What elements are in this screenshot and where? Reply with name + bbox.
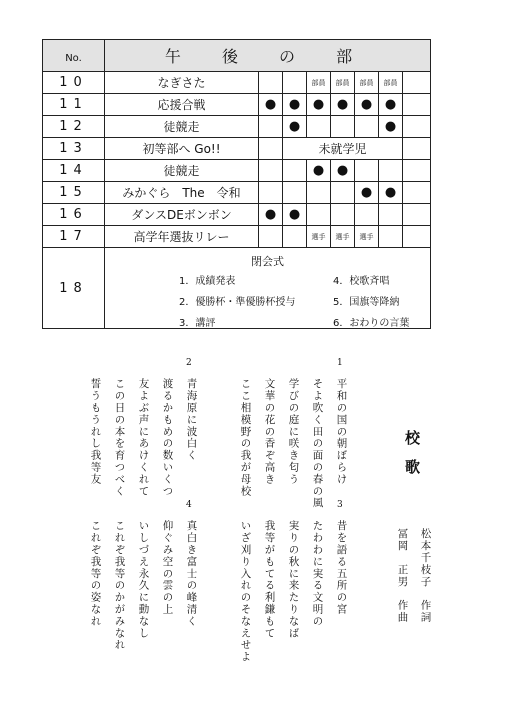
lyric-line: 昔を語る五所の宮 [335,520,348,616]
lyric-line: 青海原に波白く [185,378,198,462]
grade-cell [331,204,355,226]
program-row [43,182,431,204]
grade-cell [403,72,431,94]
participation-mark: ● [283,116,307,138]
participation-mark: ● [307,94,331,116]
grade-cell [331,182,355,204]
row-number: 10 [43,72,105,94]
program-row [43,116,431,138]
participant-note: 部員 [307,72,331,94]
program-row [43,138,431,160]
grade-cell [283,72,307,94]
school-song-title: 校歌 [403,430,421,488]
participation-mark: ● [283,94,307,116]
grade-cell [379,204,403,226]
program-row [43,94,431,116]
grade-cell [403,138,431,160]
lyric-line: 渡るかもめの数いくつ [161,378,174,497]
closing-cell [105,248,431,329]
verse-number: 1 [337,358,343,368]
participant-note: 部員 [379,72,403,94]
lyric-line: いしづえ永久に動なし [137,520,150,639]
closing-item: 4．校歌斉唱 [333,276,390,287]
verse-number: 4 [186,500,192,510]
participation-mark: ● [259,204,283,226]
composer-credit: 冨岡 正男 作曲 [396,528,409,624]
grade-cell [355,204,379,226]
row-number: 13 [43,138,105,160]
grade-cell [331,116,355,138]
participation-mark: ● [355,182,379,204]
header-title: 午 後 の 部 [105,40,431,72]
grade-cell [283,226,307,248]
program-row [43,72,431,94]
participation-mark: ● [283,204,307,226]
program-name: みかぐら The 令和 [105,182,259,204]
table-header [43,40,431,72]
lyric-line: 学びの庭に咲き匂う [287,378,300,486]
grade-cell [403,182,431,204]
grade-cell [403,116,431,138]
program-name: ダンスDEボンボン [105,204,259,226]
program-name: 徒競走 [105,160,259,182]
closing-item: 5．国旗等降納 [333,297,400,308]
closing-item: 6．おわりの言葉 [333,318,410,329]
grade-cell [259,72,283,94]
participant-note: 部員 [355,72,379,94]
grade-cell [403,94,431,116]
grade-cell [283,160,307,182]
lyric-line: この日の本を育つべく [113,378,126,497]
program-row [43,226,431,248]
grade-cell [403,226,431,248]
program-row [43,204,431,226]
grade-cell [307,116,331,138]
participant-note: 選手 [331,226,355,248]
grade-cell [379,160,403,182]
participation-mark: ● [259,94,283,116]
grade-cell [355,160,379,182]
header-no: No. [43,40,105,72]
participation-mark: ● [379,116,403,138]
lyric-line: これぞ我等のかがみなれ [113,520,126,651]
program-name: 高学年選抜リレー [105,226,259,248]
lyric-line: ここ相模野の我が母校 [239,378,252,497]
row-number: 11 [43,94,105,116]
verse-number: 3 [337,500,343,510]
grade-cell [307,204,331,226]
closing-item: 2．優勝杯・準優勝杯授与 [179,297,296,308]
grade-cell [259,226,283,248]
participation-mark: ● [379,94,403,116]
grade-cell [283,182,307,204]
lyric-line: 実りの秋に来たりなば [287,520,300,639]
grade-cell [259,182,283,204]
lyric-line: 仰ぐみ空の雲の上 [161,520,174,616]
program-name: なぎさた [105,72,259,94]
program-row [43,160,431,182]
grade-cell [259,160,283,182]
closing-title: 閉会式 [251,255,284,268]
program-name: 徒競走 [105,116,259,138]
closing-item: 1．成績発表 [179,276,236,287]
row-number: 18 [43,248,105,329]
verse-number: 2 [186,358,192,368]
row-number: 12 [43,116,105,138]
lyricist-credit: 松本千枝子 作詞 [419,528,432,624]
participant-note: 部員 [331,72,355,94]
grade-cell [259,138,283,160]
closing-row [43,248,431,329]
lyric-line: 真白き富士の峰清く [185,520,198,628]
grade-cell [355,116,379,138]
program-name: 応援合戦 [105,94,259,116]
closing-box [105,248,430,328]
lyric-line: 誓うもうれし我等友 [89,378,102,486]
participation-mark: ● [379,182,403,204]
row-number: 15 [43,182,105,204]
participation-mark: ● [331,94,355,116]
row-number: 16 [43,204,105,226]
grade-cell [379,226,403,248]
lyric-line: いざ刈り入れのそなえせよ [239,520,252,663]
lyric-line: 平和の国の朝ぼらけ [335,378,348,486]
participation-mark: ● [307,160,331,182]
program-name: 初等部へ Go!! [105,138,259,160]
lyric-line: これぞ我等の姿なれ [89,520,102,628]
grade-cell [307,182,331,204]
participants-span: 未就学児 [283,138,403,160]
participation-mark: ● [355,94,379,116]
program-table [42,39,431,329]
lyric-line: 文華の花の香ぞ高き [263,378,276,486]
row-number: 14 [43,160,105,182]
lyric-line: そよ吹く田の面の春の風 [311,378,324,509]
row-number: 17 [43,226,105,248]
participant-note: 選手 [355,226,379,248]
grade-cell [403,204,431,226]
lyric-line: 我等がもてる利鎌もて [263,520,276,639]
grade-cell [403,160,431,182]
grade-cell [259,116,283,138]
lyric-line: 友よぶ声にあけくれて [137,378,150,497]
closing-item: 3．講評 [179,318,216,329]
participant-note: 選手 [307,226,331,248]
lyric-line: たわわに実る文明の [311,520,324,628]
participation-mark: ● [331,160,355,182]
